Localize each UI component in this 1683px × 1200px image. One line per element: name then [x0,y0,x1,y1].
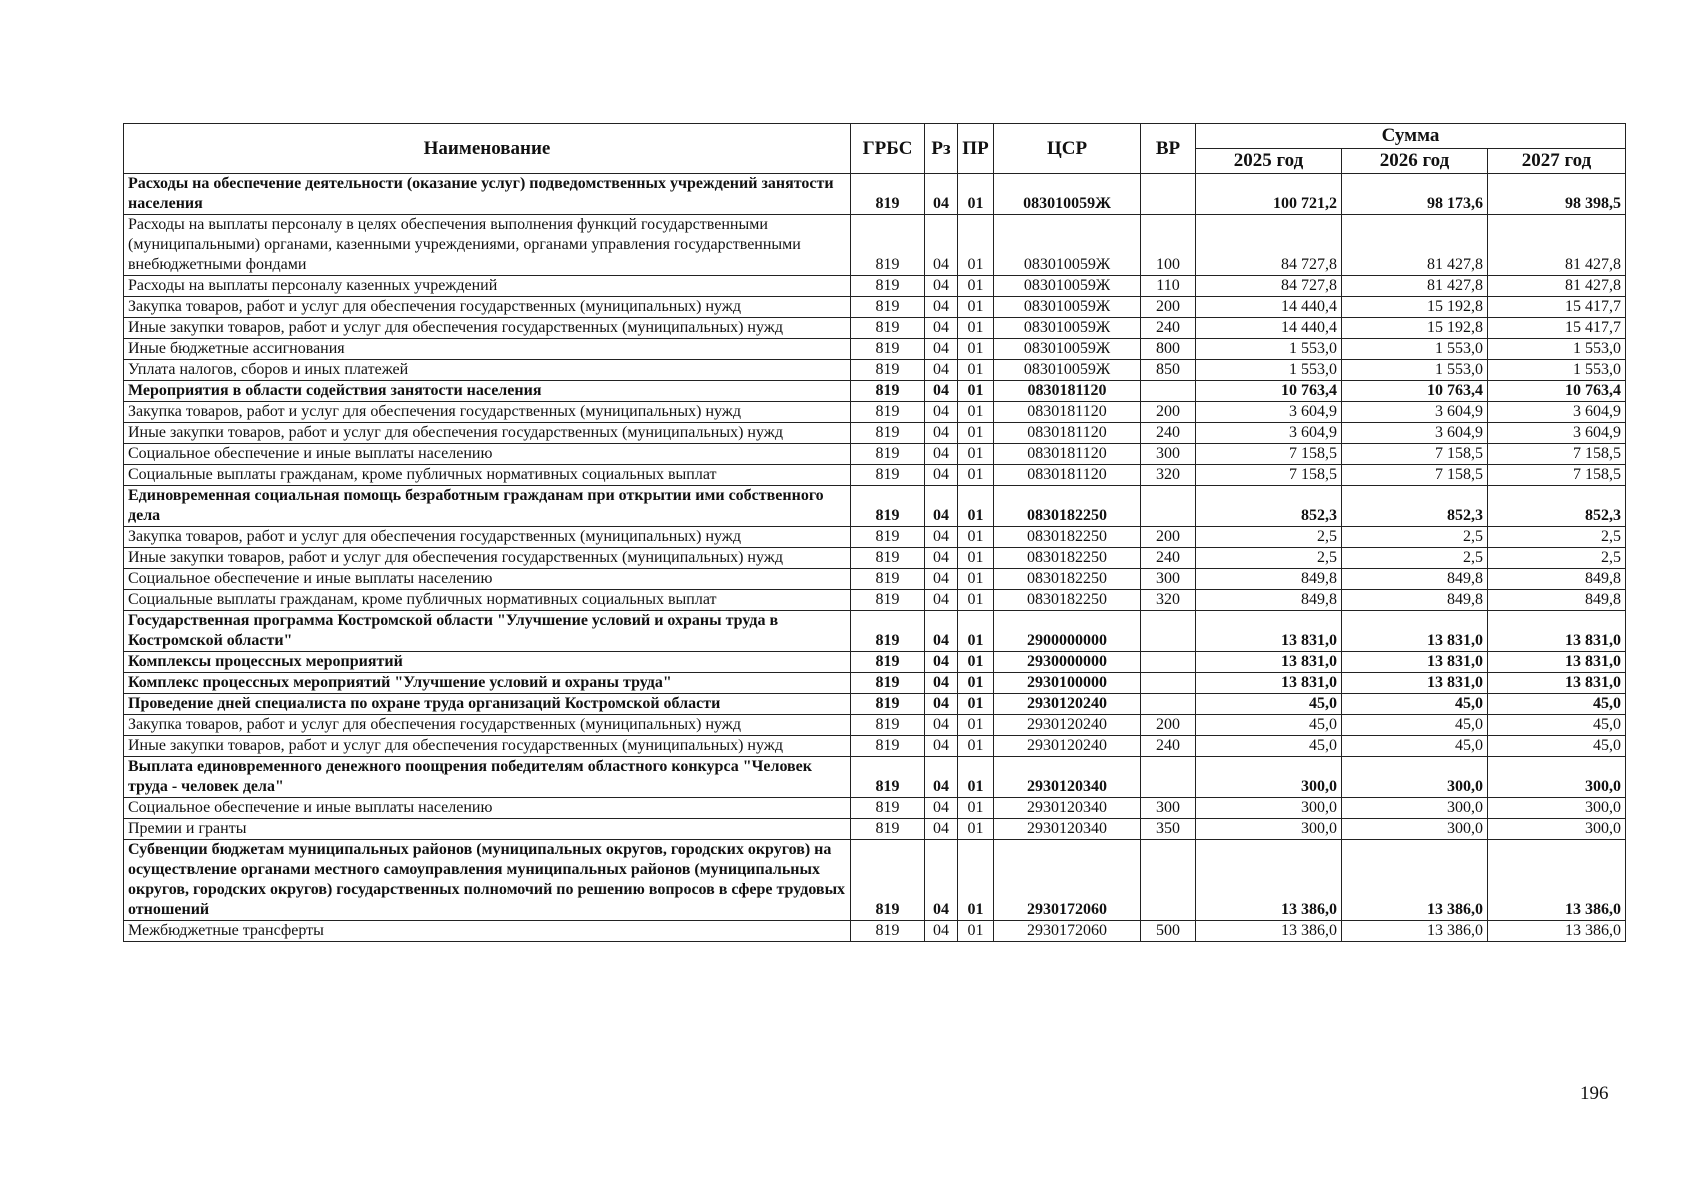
cell-rz: 04 [925,276,958,297]
cell-pr: 01 [958,819,994,840]
cell-vr: 100 [1141,215,1196,276]
cell-rz: 04 [925,673,958,694]
cell-2027: 81 427,8 [1488,215,1626,276]
cell-2025: 45,0 [1196,694,1342,715]
cell-2025: 10 763,4 [1196,381,1342,402]
cell-vr: 500 [1141,921,1196,942]
cell-rz: 04 [925,548,958,569]
cell-pr: 01 [958,215,994,276]
cell-grbs: 819 [851,174,925,215]
table-row [124,840,1626,921]
cell-vr: 110 [1141,276,1196,297]
cell-pr: 01 [958,423,994,444]
cell-pr: 01 [958,444,994,465]
table-row [124,444,1626,465]
cell-name: Уплата налогов, сборов и иных платежей [124,360,851,381]
cell-2025: 84 727,8 [1196,215,1342,276]
cell-csr: 2930120340 [994,819,1141,840]
cell-pr: 01 [958,402,994,423]
cell-pr: 01 [958,569,994,590]
cell-2025: 3 604,9 [1196,423,1342,444]
cell-name: Расходы на обеспечение деятельности (оказание услуг) подведомственных учреждений занятости населения [124,174,851,215]
cell-vr: 300 [1141,798,1196,819]
table-row [124,736,1626,757]
cell-name: Единовременная социальная помощь безработным гражданам при открытии ими собственного дела [124,486,851,527]
cell-grbs: 819 [851,339,925,360]
header-rz: Рз [925,124,958,174]
table-row [124,486,1626,527]
cell-name: Проведение дней специалиста по охране труда организаций Костромской области [124,694,851,715]
table-header [124,124,1626,174]
cell-grbs: 819 [851,921,925,942]
cell-2025: 1 553,0 [1196,339,1342,360]
cell-rz: 04 [925,652,958,673]
cell-name: Межбюджетные трансферты [124,921,851,942]
cell-vr: 320 [1141,465,1196,486]
cell-rz: 04 [925,174,958,215]
cell-2025: 14 440,4 [1196,318,1342,339]
cell-csr: 2930172060 [994,840,1141,921]
cell-2025: 7 158,5 [1196,444,1342,465]
cell-vr [1141,652,1196,673]
cell-2026: 1 553,0 [1342,339,1488,360]
cell-grbs: 819 [851,715,925,736]
cell-pr: 01 [958,174,994,215]
cell-2025: 849,8 [1196,569,1342,590]
cell-rz: 04 [925,569,958,590]
cell-grbs: 819 [851,402,925,423]
cell-rz: 04 [925,486,958,527]
cell-csr: 0830181120 [994,423,1141,444]
cell-csr: 2930120240 [994,736,1141,757]
cell-grbs: 819 [851,611,925,652]
cell-csr: 2930120340 [994,798,1141,819]
cell-2027: 300,0 [1488,757,1626,798]
cell-name: Государственная программа Костромской области "Улучшение условий и охраны труда в Костромской области" [124,611,851,652]
cell-rz: 04 [925,444,958,465]
table-body [124,174,1626,942]
header-vr: ВР [1141,124,1196,174]
cell-csr: 2900000000 [994,611,1141,652]
cell-2025: 13 831,0 [1196,611,1342,652]
cell-name: Иные бюджетные ассигнования [124,339,851,360]
cell-2027: 98 398,5 [1488,174,1626,215]
cell-grbs: 819 [851,318,925,339]
table-row [124,819,1626,840]
cell-rz: 04 [925,297,958,318]
table-row [124,276,1626,297]
cell-pr: 01 [958,339,994,360]
cell-2027: 45,0 [1488,694,1626,715]
cell-csr: 0830182250 [994,527,1141,548]
cell-2025: 1 553,0 [1196,360,1342,381]
cell-2025: 13 386,0 [1196,921,1342,942]
cell-2026: 13 831,0 [1342,611,1488,652]
cell-2027: 1 553,0 [1488,339,1626,360]
cell-2027: 7 158,5 [1488,444,1626,465]
cell-name: Социальное обеспечение и иные выплаты населению [124,569,851,590]
cell-pr: 01 [958,360,994,381]
cell-pr: 01 [958,673,994,694]
cell-2027: 300,0 [1488,819,1626,840]
cell-2027: 15 417,7 [1488,297,1626,318]
cell-2026: 7 158,5 [1342,465,1488,486]
cell-grbs: 819 [851,798,925,819]
cell-2027: 13 831,0 [1488,611,1626,652]
cell-pr: 01 [958,652,994,673]
table-row [124,757,1626,798]
cell-csr: 0830181120 [994,381,1141,402]
cell-pr: 01 [958,590,994,611]
cell-csr: 083010059Ж [994,318,1141,339]
cell-csr: 0830182250 [994,569,1141,590]
table-row [124,381,1626,402]
cell-vr: 350 [1141,819,1196,840]
cell-2027: 15 417,7 [1488,318,1626,339]
cell-2026: 3 604,9 [1342,423,1488,444]
cell-vr: 300 [1141,444,1196,465]
cell-grbs: 819 [851,569,925,590]
cell-name: Закупка товаров, работ и услуг для обеспечения государственных (муниципальных) нужд [124,715,851,736]
cell-name: Иные закупки товаров, работ и услуг для обеспечения государственных (муниципальных) нужд [124,318,851,339]
cell-vr [1141,757,1196,798]
cell-grbs: 819 [851,527,925,548]
cell-name: Премии и гранты [124,819,851,840]
cell-2027: 13 386,0 [1488,921,1626,942]
cell-csr: 2930120240 [994,694,1141,715]
cell-rz: 04 [925,819,958,840]
cell-pr: 01 [958,276,994,297]
cell-grbs: 819 [851,548,925,569]
cell-name: Комплекс процессных мероприятий "Улучшение условий и охраны труда" [124,673,851,694]
table-row [124,297,1626,318]
cell-2025: 300,0 [1196,819,1342,840]
cell-2027: 852,3 [1488,486,1626,527]
cell-vr: 850 [1141,360,1196,381]
cell-rz: 04 [925,215,958,276]
cell-rz: 04 [925,715,958,736]
cell-name: Закупка товаров, работ и услуг для обеспечения государственных (муниципальных) нужд [124,402,851,423]
cell-2026: 81 427,8 [1342,276,1488,297]
table-row [124,215,1626,276]
cell-vr: 300 [1141,569,1196,590]
cell-vr: 240 [1141,423,1196,444]
cell-2026: 98 173,6 [1342,174,1488,215]
cell-name: Выплата единовременного денежного поощрения победителям областного конкурса "Человек труда - человек дела" [124,757,851,798]
cell-2025: 300,0 [1196,798,1342,819]
header-name: Наименование [124,124,851,174]
cell-2025: 849,8 [1196,590,1342,611]
cell-2026: 10 763,4 [1342,381,1488,402]
cell-name: Социальные выплаты гражданам, кроме публичных нормативных социальных выплат [124,590,851,611]
header-2026: 2026 год [1342,149,1488,174]
cell-2026: 852,3 [1342,486,1488,527]
cell-2026: 45,0 [1342,694,1488,715]
cell-2027: 45,0 [1488,736,1626,757]
cell-grbs: 819 [851,819,925,840]
cell-name: Социальное обеспечение и иные выплаты населению [124,444,851,465]
cell-2025: 13 386,0 [1196,840,1342,921]
cell-vr [1141,174,1196,215]
cell-csr: 2930100000 [994,673,1141,694]
cell-2025: 13 831,0 [1196,652,1342,673]
cell-vr: 240 [1141,736,1196,757]
cell-name: Расходы на выплаты персоналу в целях обеспечения выполнения функций государственными (муниципальными) органами, казенными учреждениями, органами управления государственными внебюджетными фондами [124,215,851,276]
header-pr: ПР [958,124,994,174]
cell-grbs: 819 [851,652,925,673]
cell-2025: 852,3 [1196,486,1342,527]
cell-2027: 849,8 [1488,590,1626,611]
cell-pr: 01 [958,465,994,486]
cell-pr: 01 [958,694,994,715]
table-row [124,174,1626,215]
cell-2025: 100 721,2 [1196,174,1342,215]
table-row [124,318,1626,339]
cell-2026: 45,0 [1342,715,1488,736]
table-row [124,715,1626,736]
cell-grbs: 819 [851,381,925,402]
cell-vr [1141,673,1196,694]
cell-rz: 04 [925,465,958,486]
table-row [124,694,1626,715]
cell-vr: 200 [1141,402,1196,423]
cell-2025: 3 604,9 [1196,402,1342,423]
cell-pr: 01 [958,297,994,318]
cell-vr [1141,840,1196,921]
cell-2027: 45,0 [1488,715,1626,736]
cell-vr: 320 [1141,590,1196,611]
cell-grbs: 819 [851,360,925,381]
cell-name: Иные закупки товаров, работ и услуг для обеспечения государственных (муниципальных) нужд [124,548,851,569]
cell-rz: 04 [925,694,958,715]
header-sum: Сумма [1196,124,1626,149]
cell-grbs: 819 [851,736,925,757]
cell-2025: 2,5 [1196,548,1342,569]
cell-vr: 200 [1141,527,1196,548]
cell-2026: 849,8 [1342,590,1488,611]
cell-2026: 45,0 [1342,736,1488,757]
cell-2026: 81 427,8 [1342,215,1488,276]
cell-grbs: 819 [851,840,925,921]
cell-rz: 04 [925,527,958,548]
cell-2025: 300,0 [1196,757,1342,798]
cell-vr: 800 [1141,339,1196,360]
cell-2026: 1 553,0 [1342,360,1488,381]
cell-name: Социальные выплаты гражданам, кроме публичных нормативных социальных выплат [124,465,851,486]
table-row [124,548,1626,569]
table-row [124,611,1626,652]
cell-grbs: 819 [851,423,925,444]
cell-2026: 300,0 [1342,757,1488,798]
cell-pr: 01 [958,318,994,339]
cell-name: Иные закупки товаров, работ и услуг для обеспечения государственных (муниципальных) нужд [124,736,851,757]
cell-rz: 04 [925,736,958,757]
cell-pr: 01 [958,486,994,527]
cell-grbs: 819 [851,465,925,486]
cell-csr: 083010059Ж [994,215,1141,276]
cell-csr: 2930120340 [994,757,1141,798]
cell-2026: 3 604,9 [1342,402,1488,423]
cell-2025: 7 158,5 [1196,465,1342,486]
cell-name: Закупка товаров, работ и услуг для обеспечения государственных (муниципальных) нужд [124,527,851,548]
cell-pr: 01 [958,715,994,736]
cell-grbs: 819 [851,486,925,527]
cell-rz: 04 [925,339,958,360]
cell-pr: 01 [958,757,994,798]
cell-vr: 240 [1141,318,1196,339]
header-2027: 2027 год [1488,149,1626,174]
cell-pr: 01 [958,921,994,942]
cell-vr [1141,694,1196,715]
cell-pr: 01 [958,381,994,402]
cell-pr: 01 [958,548,994,569]
cell-2027: 13 831,0 [1488,652,1626,673]
cell-csr: 083010059Ж [994,174,1141,215]
cell-2027: 2,5 [1488,548,1626,569]
cell-vr [1141,486,1196,527]
cell-rz: 04 [925,360,958,381]
cell-vr: 200 [1141,297,1196,318]
cell-csr: 0830181120 [994,465,1141,486]
cell-rz: 04 [925,381,958,402]
header-2025: 2025 год [1196,149,1342,174]
cell-2027: 7 158,5 [1488,465,1626,486]
table-row [124,402,1626,423]
cell-2027: 3 604,9 [1488,423,1626,444]
table-row [124,569,1626,590]
cell-pr: 01 [958,736,994,757]
cell-2026: 15 192,8 [1342,318,1488,339]
cell-csr: 083010059Ж [994,276,1141,297]
cell-2025: 45,0 [1196,715,1342,736]
cell-2025: 84 727,8 [1196,276,1342,297]
cell-2027: 13 831,0 [1488,673,1626,694]
cell-2026: 13 386,0 [1342,921,1488,942]
header-grbs: ГРБС [851,124,925,174]
cell-2026: 13 831,0 [1342,673,1488,694]
cell-name: Мероприятия в области содействия занятости населения [124,381,851,402]
cell-2027: 2,5 [1488,527,1626,548]
cell-name: Социальное обеспечение и иные выплаты населению [124,798,851,819]
cell-2027: 13 386,0 [1488,840,1626,921]
cell-grbs: 819 [851,215,925,276]
cell-rz: 04 [925,798,958,819]
budget-table [123,123,1626,942]
cell-name: Иные закупки товаров, работ и услуг для обеспечения государственных (муниципальных) нужд [124,423,851,444]
cell-rz: 04 [925,611,958,652]
cell-2027: 300,0 [1488,798,1626,819]
table-row [124,527,1626,548]
table-row [124,673,1626,694]
cell-2026: 2,5 [1342,527,1488,548]
table-row [124,590,1626,611]
cell-pr: 01 [958,611,994,652]
cell-csr: 2930120240 [994,715,1141,736]
cell-csr: 083010059Ж [994,339,1141,360]
cell-rz: 04 [925,921,958,942]
cell-csr: 083010059Ж [994,360,1141,381]
cell-csr: 0830182250 [994,486,1141,527]
cell-name: Расходы на выплаты персоналу казенных учреждений [124,276,851,297]
cell-rz: 04 [925,757,958,798]
cell-2027: 10 763,4 [1488,381,1626,402]
cell-2026: 2,5 [1342,548,1488,569]
cell-2025: 13 831,0 [1196,673,1342,694]
cell-2025: 2,5 [1196,527,1342,548]
cell-grbs: 819 [851,444,925,465]
cell-csr: 2930000000 [994,652,1141,673]
cell-csr: 0830181120 [994,402,1141,423]
cell-grbs: 819 [851,694,925,715]
cell-rz: 04 [925,423,958,444]
cell-csr: 0830182250 [994,590,1141,611]
cell-pr: 01 [958,527,994,548]
cell-vr: 200 [1141,715,1196,736]
cell-2026: 300,0 [1342,798,1488,819]
table-row [124,339,1626,360]
cell-2026: 13 831,0 [1342,652,1488,673]
page-number: 196 [1580,1083,1609,1104]
cell-2027: 1 553,0 [1488,360,1626,381]
cell-csr: 0830181120 [994,444,1141,465]
cell-name: Комплексы процессных мероприятий [124,652,851,673]
cell-vr [1141,381,1196,402]
cell-2026: 13 386,0 [1342,840,1488,921]
cell-2027: 81 427,8 [1488,276,1626,297]
table-row [124,921,1626,942]
cell-vr: 240 [1141,548,1196,569]
cell-grbs: 819 [851,757,925,798]
table-row [124,465,1626,486]
table-row [124,798,1626,819]
cell-name: Субвенции бюджетам муниципальных районов (муниципальных округов, городских округов) на осуществление органами местного самоуправления муниципальных районов (муниципальных округов, городских округов) государственных полномочий по решению вопросов в сфере трудовых отношений [124,840,851,921]
cell-rz: 04 [925,590,958,611]
cell-vr [1141,611,1196,652]
table-row [124,360,1626,381]
cell-2026: 7 158,5 [1342,444,1488,465]
cell-2025: 14 440,4 [1196,297,1342,318]
cell-2027: 849,8 [1488,569,1626,590]
cell-grbs: 819 [851,276,925,297]
cell-rz: 04 [925,318,958,339]
cell-grbs: 819 [851,590,925,611]
cell-csr: 083010059Ж [994,297,1141,318]
cell-pr: 01 [958,840,994,921]
cell-2027: 3 604,9 [1488,402,1626,423]
cell-grbs: 819 [851,673,925,694]
cell-grbs: 819 [851,297,925,318]
table-row [124,423,1626,444]
cell-rz: 04 [925,840,958,921]
header-csr: ЦСР [994,124,1141,174]
cell-csr: 2930172060 [994,921,1141,942]
cell-2026: 849,8 [1342,569,1488,590]
cell-2026: 15 192,8 [1342,297,1488,318]
cell-2025: 45,0 [1196,736,1342,757]
cell-rz: 04 [925,402,958,423]
cell-name: Закупка товаров, работ и услуг для обеспечения государственных (муниципальных) нужд [124,297,851,318]
cell-csr: 0830182250 [994,548,1141,569]
cell-pr: 01 [958,798,994,819]
cell-2026: 300,0 [1342,819,1488,840]
table-row [124,652,1626,673]
